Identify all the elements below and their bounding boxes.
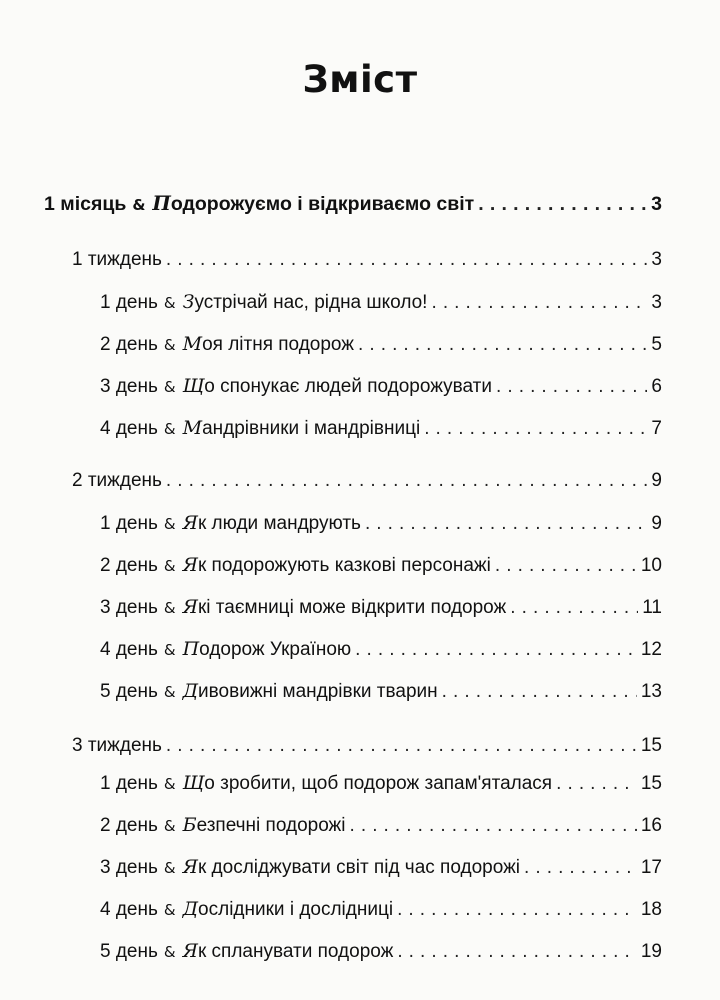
dot-leader [478,192,647,216]
toc-entry-day[interactable] [100,855,662,880]
ornament-icon: & [163,775,176,793]
dot-leader [510,596,638,620]
ornament-icon: & [163,817,176,835]
dot-leader [166,248,648,272]
dot-leader [166,469,648,493]
page-number: 3 [651,249,662,270]
ornament-icon: & [163,336,176,354]
ornament-icon: & [163,859,176,877]
toc-entry-week[interactable] [72,469,662,493]
toc-entry-day[interactable] [100,374,662,399]
page-number: 3 [651,193,662,215]
ornament-icon: & [163,901,176,919]
day-label: 2 день [100,334,158,355]
dot-leader [355,638,637,662]
day-label: 1 день [100,773,158,794]
dot-leader [556,772,637,796]
page-number: 7 [651,418,662,439]
dot-leader [442,680,637,704]
dot-leader [496,375,647,399]
page-number: 15 [640,773,662,794]
toc-entry-day[interactable] [100,813,662,838]
day-title: Дивовижні мандрівки тварин [182,680,438,702]
page-number: 3 [651,292,662,313]
ornament-icon: & [163,683,176,701]
page-number: 12 [640,639,662,660]
page-number: 18 [640,899,662,920]
ornament-icon: & [163,378,176,396]
day-label: 4 день [100,639,158,660]
month-label: 1 місяць [44,193,127,215]
dot-leader [524,856,637,880]
dot-leader [349,814,636,838]
dot-leader [358,333,647,357]
day-label: 1 день [100,513,158,534]
page-number: 6 [651,376,662,397]
day-label: 4 день [100,899,158,920]
toc-entry-day[interactable] [100,771,662,796]
day-title: Моя літня подорож [182,333,354,355]
toc-entry-day[interactable] [100,416,662,441]
day-label: 5 день [100,681,158,702]
dot-leader [166,734,637,758]
page-number: 11 [642,597,662,618]
day-title: Зустрічай нас, рідна школо! [182,291,428,313]
ornament-icon: & [163,294,176,312]
ornament-icon: & [163,557,176,575]
page-number: 5 [651,334,662,355]
toc-entry-day[interactable] [100,897,662,922]
ornament-icon: & [163,599,176,617]
toc-entry-day[interactable] [100,332,662,357]
dot-leader [397,898,637,922]
toc-entry-day[interactable] [100,637,662,662]
day-label: 4 день [100,418,158,439]
page-number: 15 [640,735,662,756]
day-title: Подорож Україною [182,638,352,660]
day-label: 3 день [100,597,158,618]
day-title: Мандрівники і мандрівниці [182,417,421,439]
day-label: 3 день [100,857,158,878]
ornament-icon: & [163,515,176,533]
toc-entry-day[interactable] [100,553,662,578]
page-number: 10 [640,555,662,576]
toc-entry-month[interactable] [44,192,662,217]
day-title: Що зробити, щоб подорож запам'яталася [182,772,553,794]
week-label: 3 тиждень [72,735,162,756]
month-title: Подорожуємо і відкриваємо світ [152,192,475,215]
ornament-icon: & [132,196,146,214]
dot-leader [424,417,647,441]
page-number: 16 [640,815,662,836]
toc-entry-week[interactable] [72,734,662,758]
day-label: 1 день [100,292,158,313]
toc-entry-day[interactable] [100,595,662,620]
page-number: 19 [640,941,662,962]
dot-leader [397,940,637,964]
day-title: Як подорожують казкові персонажі [182,554,491,576]
day-title: Дослідники і дослідниці [182,898,394,920]
toc-entry-day[interactable] [100,679,662,704]
toc-entry-day[interactable] [100,290,662,315]
toc-entry-week[interactable] [72,248,662,272]
day-label: 5 день [100,941,158,962]
day-title: Як досліджувати світ під час подорожі [182,856,520,878]
day-label: 2 день [100,555,158,576]
day-title: Які таємниці може відкрити подорож [182,596,507,618]
toc-entry-day[interactable] [100,511,662,536]
week-label: 1 тиждень [72,249,162,270]
dot-leader [365,512,647,536]
ornament-icon: & [163,641,176,659]
toc-entry-day[interactable] [100,939,662,964]
day-title: Що спонукає людей подорожувати [182,375,492,397]
dot-leader [495,554,637,578]
page-number: 17 [640,857,662,878]
dot-leader [431,291,647,315]
day-label: 3 день [100,376,158,397]
week-label: 2 тиждень [72,470,162,491]
ornament-icon: & [163,943,176,961]
day-title: Безпечні подорожі [182,814,346,836]
day-label: 2 день [100,815,158,836]
page-number: 13 [640,681,662,702]
page-number: 9 [651,513,662,534]
page-title: Зміст [302,58,418,101]
day-title: Як спланувати подорож [182,940,394,962]
page-number: 9 [651,470,662,491]
ornament-icon: & [163,420,176,438]
day-title: Як люди мандрують [182,512,361,534]
